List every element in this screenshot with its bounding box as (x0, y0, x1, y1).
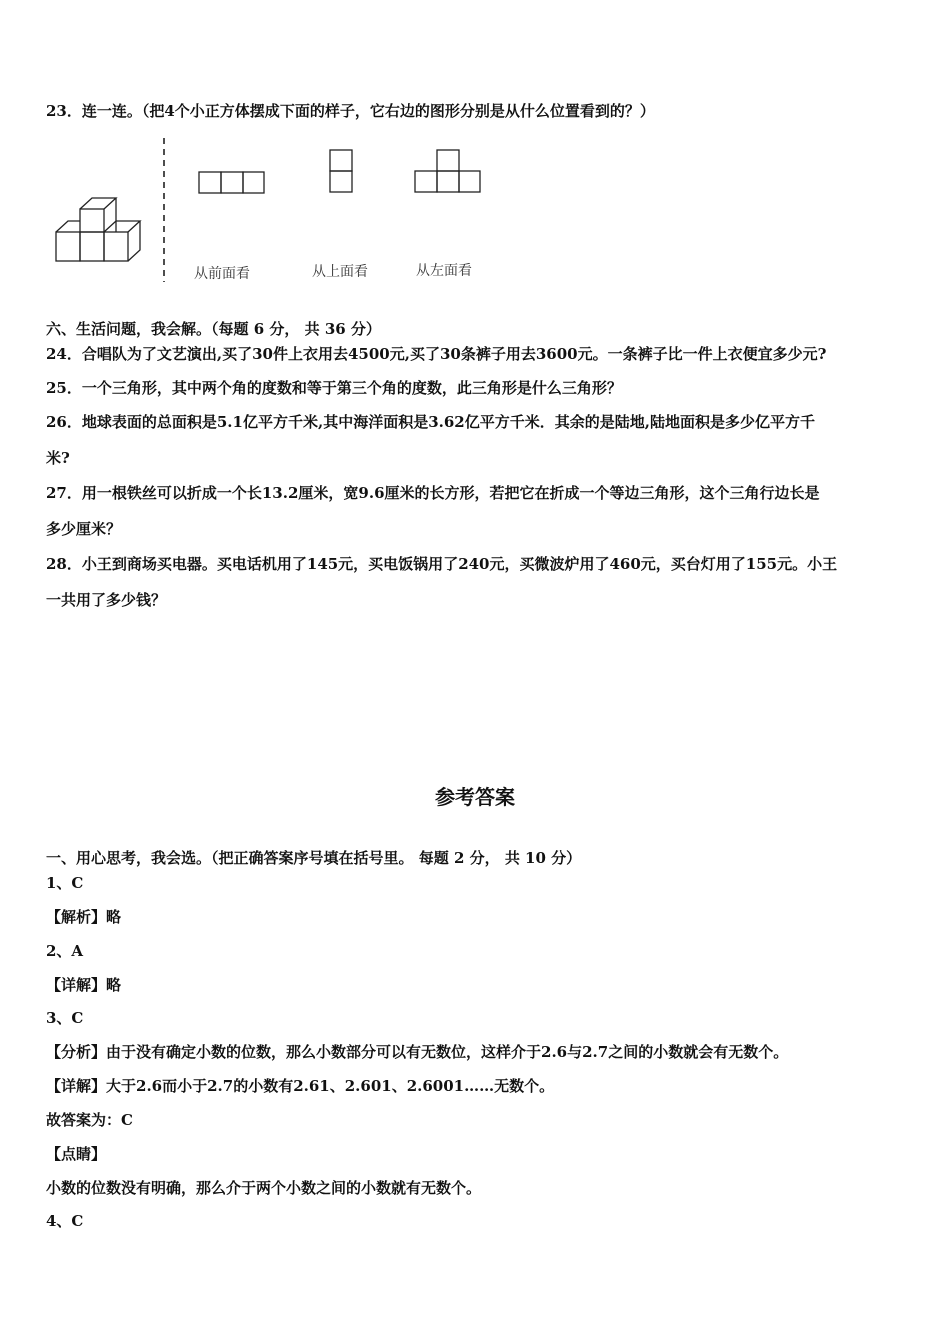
answer-item: 故答案为：C (46, 1111, 133, 1129)
answers-section-1-title: 一、用心思考，我会选。（把正确答案序号填在括号里。 每题 2 分， 共 10 分） (46, 849, 582, 867)
answer-item: 3、C (46, 1009, 84, 1027)
top-view-shape (330, 150, 352, 192)
question-23-figure (48, 132, 508, 291)
question-28-line-1: 28．小王到商场买电器。买电话机用了145元，买电饭锅用了240元，买微波炉用了460元，买台灯用了155元。小王 (46, 555, 838, 573)
question-26-line-2: 米? (46, 449, 70, 467)
view-label-top: 从上面看 (312, 264, 368, 280)
question-23: 23．连一连。（把4个小正方体摆成下面的样子，它右边的图形分别是从什么位置看到的？） (46, 102, 655, 120)
question-25: 25．一个三角形，其中两个角的度数和等于第三个角的度数，此三角形是什么三角形？ (46, 379, 622, 397)
answer-item: 2、A (46, 942, 84, 960)
question-28-line-2: 一共用了多少钱？ (46, 591, 167, 609)
view-label-left: 从左面看 (416, 263, 472, 279)
question-24: 24．合唱队为了文艺演出,买了30件上衣用去4500元,买了30条裤子用去3600元。一条裤子比一件上衣便宜多少元? (46, 345, 827, 363)
answers-title: 参考答案 (435, 785, 515, 809)
section-6-title: 六、生活问题，我会解。（每题 6 分， 共 36 分） (46, 320, 381, 338)
question-27-line-1: 27．用一根铁丝可以折成一个长13.2厘米，宽9.6厘米的长方形，若把它在折成一个等边三角形，这个三角行边长是 (46, 484, 820, 502)
answer-item: 【解析】略 (46, 908, 122, 926)
front-view-shape (199, 172, 264, 193)
question-27-line-2: 多少厘米？ (46, 520, 122, 538)
cube-stack-drawing (56, 198, 140, 261)
answer-item: 【点睛】 (46, 1145, 107, 1163)
answer-item: 【详解】大于2.6而小于2.7的小数有2.61、2.601、2.6001……无数个。 (46, 1077, 555, 1095)
cube-views-illustration (48, 132, 508, 287)
question-26-line-1: 26．地球表面的总面积是5.1亿平方千米,其中海洋面积是3.62亿平方千米．其余的是陆地,陆地面积是多少亿平方千 (46, 413, 815, 431)
left-view-shape (415, 150, 480, 192)
view-label-front: 从前面看 (194, 266, 250, 282)
answer-item: 1、C (46, 874, 84, 892)
answer-item: 4、C (46, 1212, 84, 1230)
answer-item: 【分析】由于没有确定小数的位数，那么小数部分可以有无数位，这样介于2.6与2.7之间的小数就会有无数个。 (46, 1043, 789, 1061)
answer-item: 小数的位数没有明确，那么介于两个小数之间的小数就有无数个。 (46, 1179, 482, 1197)
answer-item: 【详解】略 (46, 976, 122, 994)
